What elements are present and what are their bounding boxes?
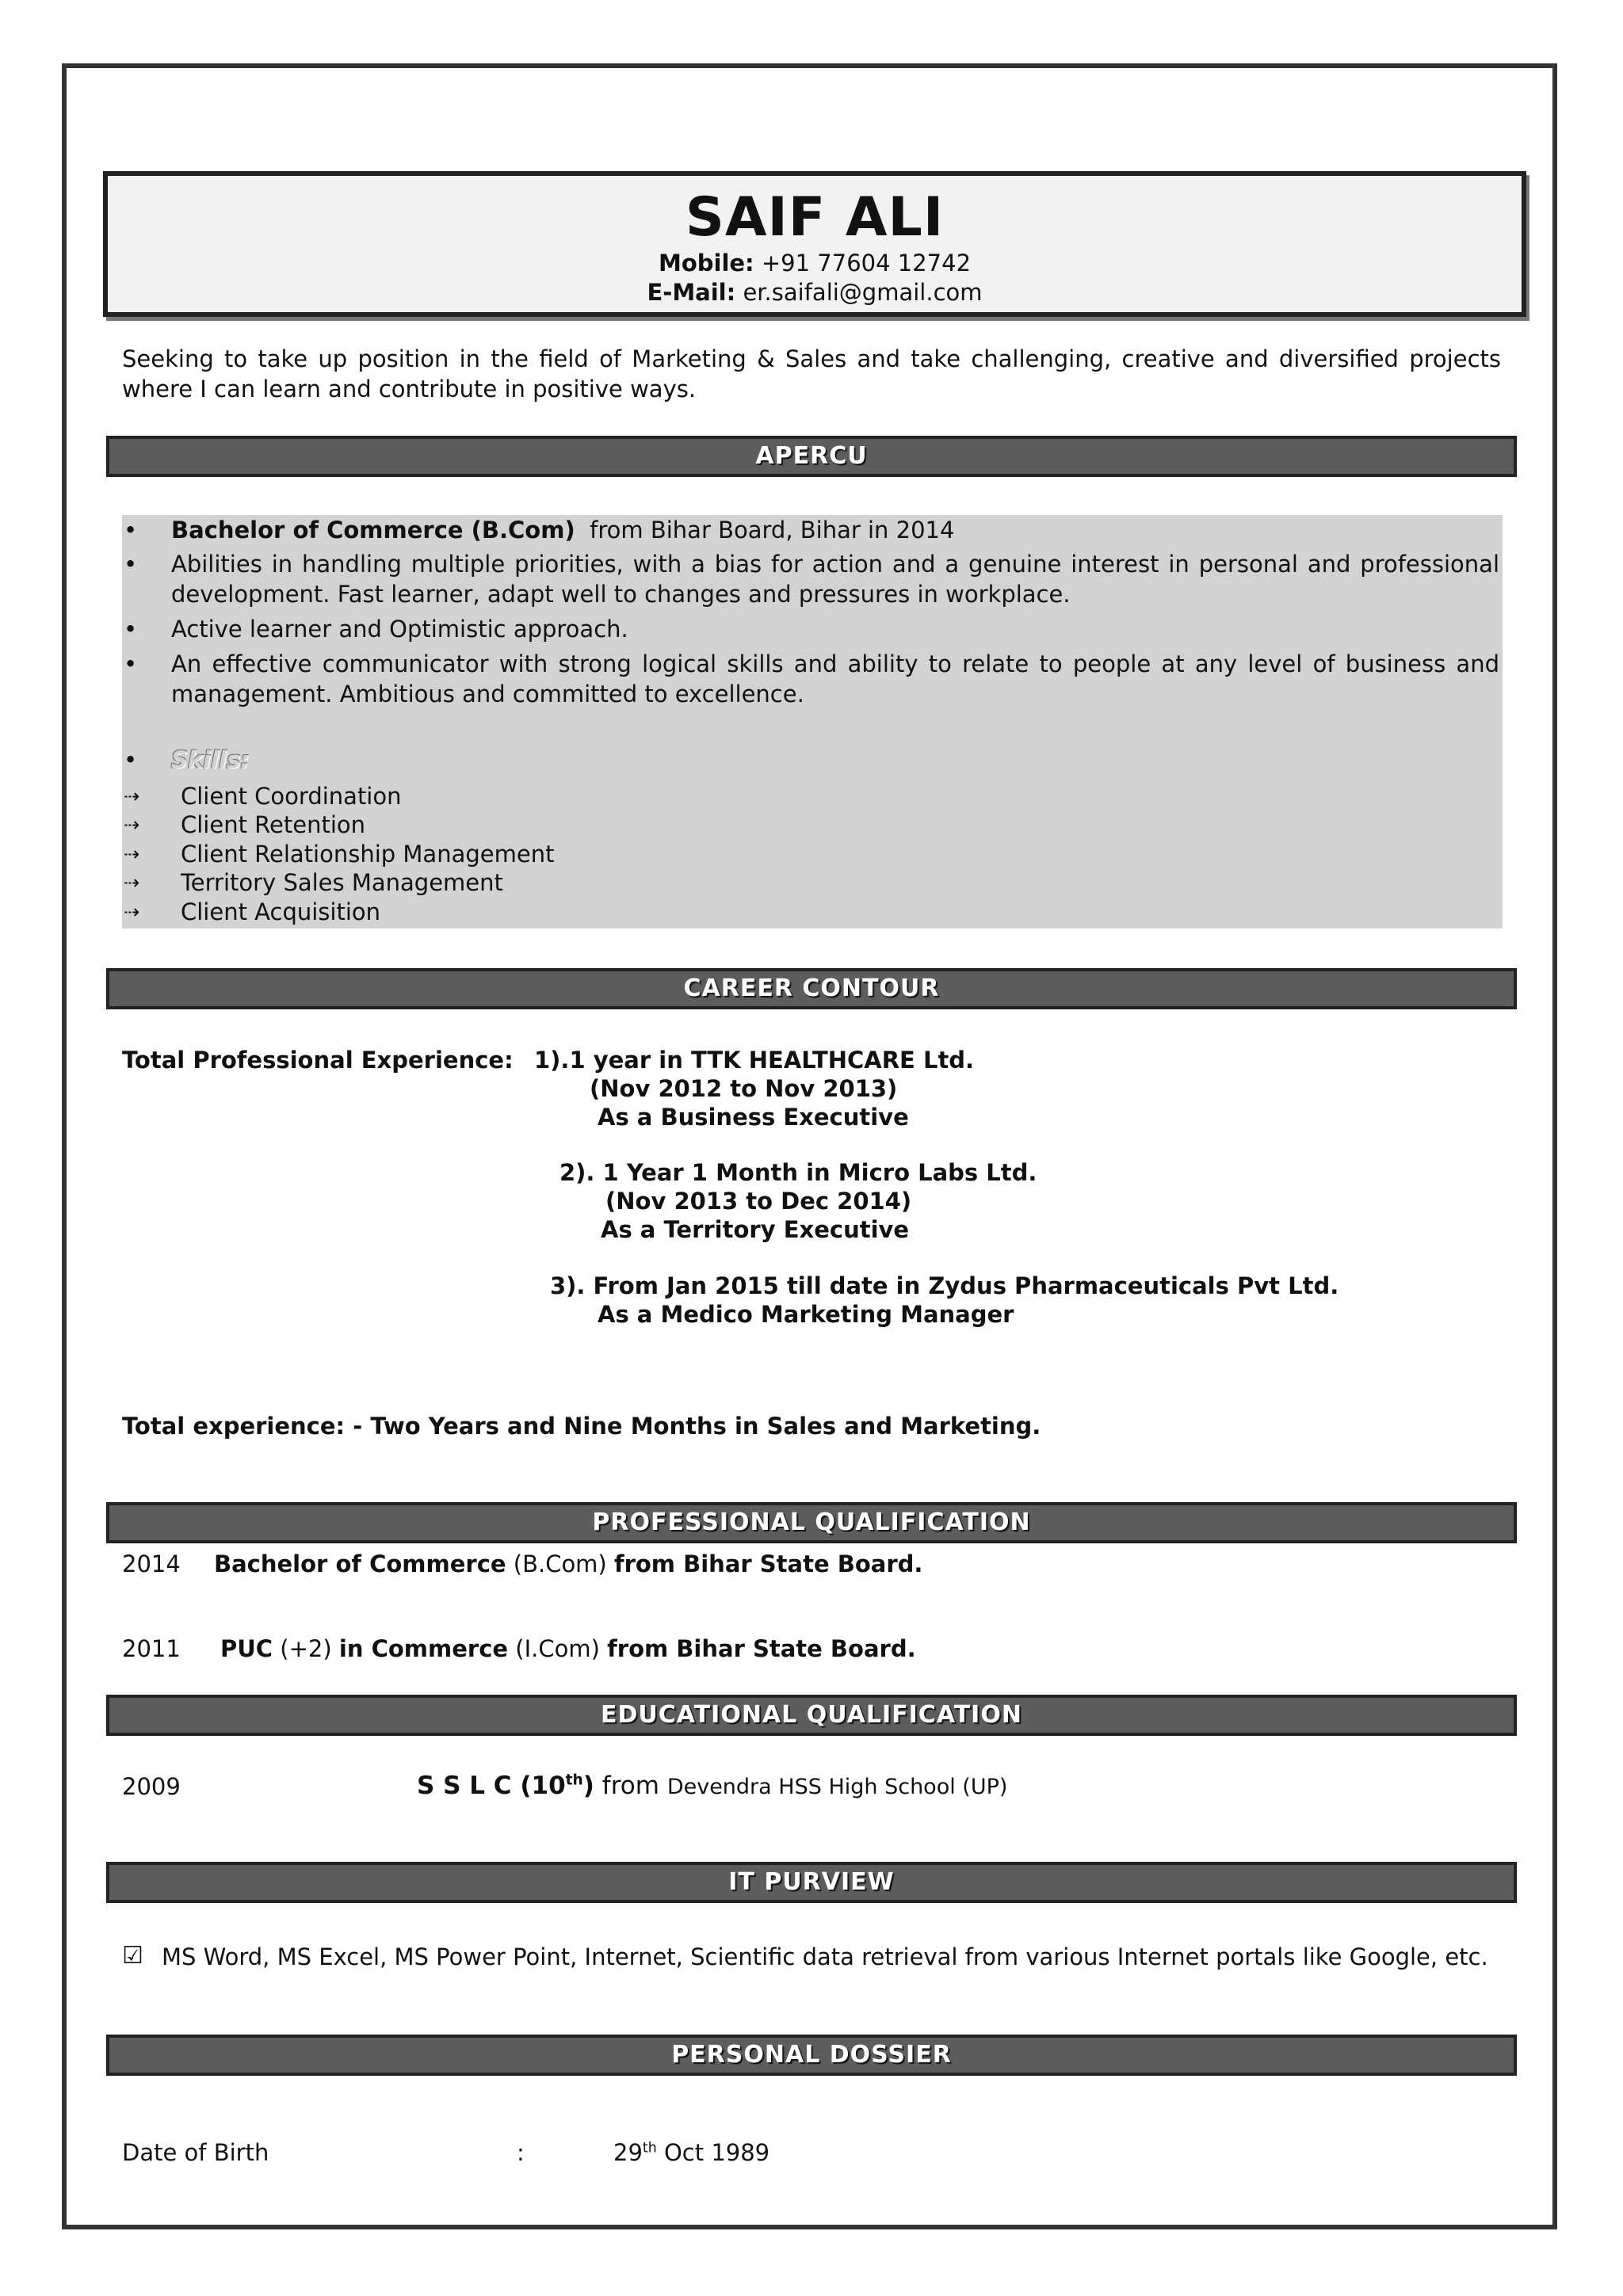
apercu-abilities-text: Abilities in handling multiple priorities, with a bias for action and a genuine interest in personal and professional development. Fast learner, adapt well to changes and pressures in workplace. [171, 551, 1499, 608]
arrow-right-icon: ⇢ [124, 814, 140, 836]
section-bar-apercu: APERCU [106, 436, 1517, 477]
experience-2-company: 2). 1 Year 1 Month in Micro Labs Ltd. [559, 1159, 1037, 1186]
degree-title: Bachelor of Commerce (B.Com) [171, 517, 575, 543]
experience-2-role: As a Territory Executive [601, 1216, 910, 1243]
objective-text: Seeking to take up position in the field of Marketing & Sales and take challenging, creative and diversified projects where I can learn and contribute in positive ways. [122, 345, 1501, 402]
educational-row: S S L C (10th) from Devendra HSS High School (UP) [417, 1772, 1008, 1800]
resume-header [103, 171, 1526, 317]
bullet-icon: • [124, 551, 138, 578]
section-bar-personal: PERSONAL DOSSIER [106, 2035, 1517, 2076]
career-label: Total Professional Experience: [122, 1047, 514, 1074]
bullet-icon: • [124, 616, 138, 643]
educational-year: 2009 [122, 1773, 181, 1800]
apercu-block: • Bachelor of Commerce (B.Com) from Bihar Board, Bihar in 2014 • Abilities in handling multiple priorities, with a bias for action and a genuine interest in personal and professional development. Fast learner, adapt well to changes and pressures in workplace. • Active learner and Optimistic approach. • An effective communicator with strong logical skills and ability to relate to people at any level of business and management. Ambitious and committed to excellence. • Skills: ⇢ Client Coordination ⇢ Client Retention ⇢ Client Relationship Management ⇢ Territory Sales Management ⇢ Client Acquisition [122, 515, 1503, 929]
degree-detail: from Bihar Board, Bihar in 2014 [575, 517, 955, 543]
arrow-right-icon: ⇢ [124, 901, 140, 923]
email-label: E-Mail: [647, 279, 736, 306]
bullet-icon: • [124, 517, 138, 543]
dob-label: Date of Birth [122, 2139, 269, 2166]
mobile-value: +91 77604 12742 [754, 250, 972, 277]
experience-2-period: (Nov 2013 to Dec 2014) [605, 1188, 912, 1215]
it-skills-text: MS Word, MS Excel, MS Power Point, Internet, Scientific data retrieval from various Internet portals like Google, etc. [162, 1943, 1488, 1970]
experience-1-company: 1).1 year in TTK HEALTHCARE Ltd. [534, 1047, 975, 1074]
mobile-label: Mobile: [658, 250, 754, 277]
arrow-right-icon: ⇢ [124, 785, 140, 807]
section-bar-educational: EDUCATIONAL QUALIFICATION [106, 1695, 1517, 1736]
total-experience: Total experience: - Two Years and Nine Months in Sales and Marketing. [122, 1413, 1041, 1440]
section-bar-career: CAREER CONTOUR [106, 968, 1517, 1009]
mobile-line [108, 249, 1522, 278]
experience-1-period: (Nov 2012 to Nov 2013) [590, 1075, 898, 1102]
section-bar-it: IT PURVIEW [106, 1862, 1517, 1903]
dob-value: 29th Oct 1989 [613, 2139, 770, 2166]
experience-3-company: 3). From Jan 2015 till date in Zydus Pharmaceuticals Pvt Ltd. [550, 1272, 1339, 1299]
checkbox-icon: ☑ [122, 1942, 143, 1970]
professional-row-2: PUC (+2) in Commerce (I.Com) from Bihar State Board. [220, 1635, 916, 1662]
candidate-name: SAIF ALI [685, 186, 945, 249]
experience-3-role: As a Medico Marketing Manager [598, 1301, 1014, 1328]
section-bar-professional: PROFESSIONAL QUALIFICATION [106, 1502, 1517, 1543]
arrow-right-icon: ⇢ [124, 871, 140, 894]
bullet-icon: • [124, 746, 138, 773]
dob-colon: : [517, 2139, 525, 2166]
professional-row-1: Bachelor of Commerce (B.Com) from Bihar State Board. [214, 1550, 923, 1577]
experience-1-role: As a Business Executive [598, 1104, 909, 1131]
professional-row-2-year: 2011 [122, 1635, 181, 1662]
skills-label: Skills: [171, 746, 250, 773]
email-line [108, 278, 1522, 307]
professional-row-1-year: 2014 [122, 1550, 181, 1577]
arrow-right-icon: ⇢ [124, 843, 140, 865]
apercu-learner-text: Active learner and Optimistic approach. [171, 616, 628, 643]
bullet-icon: • [124, 650, 138, 677]
email-value: er.saifali@gmail.com [735, 279, 983, 306]
apercu-communicator-text: An effective communicator with strong logical skills and ability to relate to people at any level of business and management. Ambitious and committed to excellence. [171, 650, 1499, 707]
